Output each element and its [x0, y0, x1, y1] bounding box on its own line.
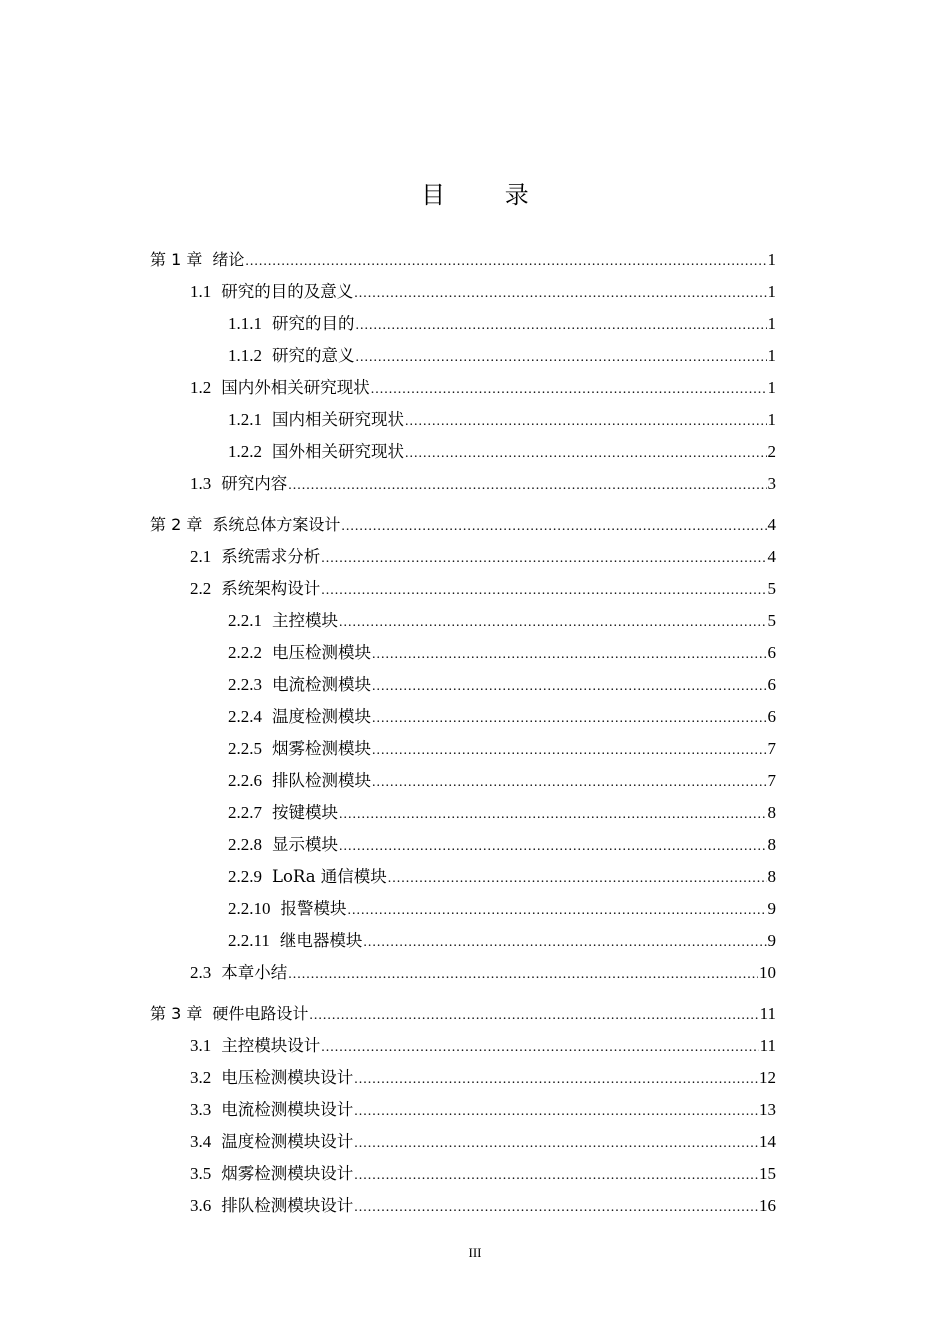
toc-entry-page: 4 — [767, 547, 776, 566]
toc-entry-title: 研究的目的 — [272, 314, 355, 333]
toc-dot-leader — [288, 470, 766, 502]
toc-entry-title: 按键模块 — [272, 803, 338, 822]
toc-entry[interactable] — [150, 509, 776, 541]
toc-entry-title: 排队检测模块 — [272, 771, 371, 790]
toc-entry-title: 系统总体方案设计 — [212, 515, 341, 534]
toc-entry-title: 系统需求分析 — [221, 547, 321, 566]
toc-entry-title: 系统架构设计 — [221, 579, 321, 598]
toc-entry-page: 5 — [767, 579, 776, 598]
toc-entry[interactable] — [150, 998, 776, 1030]
toc-entry[interactable] — [150, 637, 776, 669]
toc-dot-leader — [245, 246, 766, 278]
toc-entry-number: 2.2 — [190, 579, 212, 598]
toc-entry-page: 9 — [767, 899, 776, 918]
toc-dot-leader — [372, 639, 767, 671]
toc-entry-title: 报警模块 — [280, 899, 347, 918]
toc-dot-leader — [372, 703, 767, 735]
toc-entry-title: 显示模块 — [272, 835, 338, 854]
toc-entry-number: 2.2.1 — [228, 611, 262, 630]
toc-dot-leader — [371, 374, 767, 406]
toc-dot-leader — [354, 1128, 758, 1160]
toc-entry-page: 10 — [759, 963, 776, 982]
toc-entry-page: 8 — [767, 803, 776, 822]
toc-entry[interactable] — [150, 276, 776, 308]
toc-entry-title: 研究内容 — [221, 474, 288, 493]
toc-entry-number: 2.2.8 — [228, 835, 262, 854]
toc-entry[interactable] — [150, 829, 776, 861]
toc-dot-leader — [321, 575, 766, 607]
toc-dot-leader — [309, 1000, 758, 1032]
toc-entry-page: 6 — [767, 643, 776, 662]
toc-entry-title: 排队检测模块设计 — [221, 1196, 354, 1215]
toc-entry-number: 1.3 — [190, 474, 212, 493]
toc-dot-leader — [321, 543, 766, 575]
toc-entry-page: 3 — [767, 474, 776, 493]
toc-entry-page: 15 — [759, 1164, 776, 1183]
toc-dot-leader — [388, 863, 767, 895]
toc-entry[interactable] — [150, 1158, 776, 1190]
toc-entry[interactable] — [150, 468, 776, 500]
toc-entry-page: 16 — [759, 1196, 776, 1215]
toc-entry-page: 14 — [759, 1132, 776, 1151]
toc-entry-number: 2.2.7 — [228, 803, 262, 822]
toc-entry-title: 烟雾检测模块 — [272, 739, 371, 758]
toc-entry[interactable] — [150, 340, 776, 372]
toc-dot-leader — [356, 342, 767, 374]
toc-entry-number: 2.2.2 — [228, 643, 262, 662]
toc-entry-title: 绪论 — [212, 250, 245, 269]
toc-entry-page: 12 — [759, 1068, 776, 1087]
toc-entry[interactable] — [150, 861, 776, 893]
toc-entry-number: 1.1 — [190, 282, 212, 301]
page-number-footer: III — [468, 1245, 482, 1260]
toc-entry[interactable] — [150, 797, 776, 829]
toc-dot-leader — [354, 1192, 758, 1224]
toc-dot-leader — [348, 895, 767, 927]
toc-entry[interactable] — [150, 541, 776, 573]
toc-entry[interactable] — [150, 701, 776, 733]
toc-entry-page: 1 — [767, 378, 776, 397]
toc-entry-title: 温度检测模块 — [272, 707, 371, 726]
toc-entry-number: 1.2 — [190, 378, 212, 397]
toc-entry-title: 硬件电路设计 — [212, 1004, 309, 1023]
toc-entry-title: 国内相关研究现状 — [272, 410, 404, 429]
toc-entry-title: 主控模块设计 — [221, 1036, 321, 1055]
toc-entry-title: 研究的目的及意义 — [221, 282, 354, 301]
toc-entry[interactable] — [150, 893, 776, 925]
toc-entry-page: 7 — [767, 771, 776, 790]
toc-entry-number: 1.1.2 — [228, 346, 262, 365]
toc-entry-page: 9 — [767, 931, 776, 950]
toc-dot-leader — [372, 671, 767, 703]
toc-dot-leader — [339, 607, 767, 639]
toc-dot-leader — [356, 310, 767, 342]
toc-entry[interactable] — [150, 244, 776, 276]
toc-entry-page: 13 — [759, 1100, 776, 1119]
toc-entry-number: 2.2.3 — [228, 675, 262, 694]
toc-dot-leader — [405, 406, 767, 438]
toc-entry-page: 8 — [767, 867, 776, 886]
toc-entry-number: 2.2.11 — [228, 931, 270, 950]
toc-dot-leader — [341, 511, 766, 543]
toc-dot-leader — [354, 1096, 758, 1128]
toc-entry-page: 4 — [767, 515, 776, 534]
toc-entry-number: 2.2.10 — [228, 899, 271, 918]
page-title: 目 录 — [421, 181, 555, 209]
toc-entry[interactable] — [150, 669, 776, 701]
toc-entry-title: 研究的意义 — [272, 346, 355, 365]
toc-dot-leader — [321, 1032, 758, 1064]
toc-dot-leader — [339, 799, 767, 831]
toc-entry-page: 1 — [767, 250, 776, 269]
toc-dot-leader — [354, 1064, 758, 1096]
toc-entry-title: 主控模块 — [272, 611, 338, 630]
toc-entry[interactable] — [150, 765, 776, 797]
toc-entry-page: 6 — [767, 707, 776, 726]
toc-entry-number: 3.3 — [190, 1100, 212, 1119]
toc-entry-page: 7 — [767, 739, 776, 758]
toc-entry-title: 国内外相关研究现状 — [221, 378, 370, 397]
toc-entry-page: 8 — [767, 835, 776, 854]
toc-entry[interactable] — [150, 733, 776, 765]
toc-entry-number: 1.1.1 — [228, 314, 262, 333]
toc-entry-number: 3.2 — [190, 1068, 212, 1087]
table-of-contents — [150, 244, 776, 1222]
toc-entry-number: 3.1 — [190, 1036, 212, 1055]
toc-entry[interactable] — [150, 573, 776, 605]
toc-entry-title: 电压检测模块设计 — [221, 1068, 354, 1087]
toc-entry-number: 3.4 — [190, 1132, 212, 1151]
toc-entry-title: 电流检测模块 — [272, 675, 371, 694]
toc-entry-page: 5 — [767, 611, 776, 630]
toc-entry-title: 国外相关研究现状 — [272, 442, 404, 461]
toc-entry-number: 2.2.5 — [228, 739, 262, 758]
toc-entry-title: 本章小结 — [221, 963, 288, 982]
toc-entry-number: 1.2.2 — [228, 442, 262, 461]
toc-entry-number: 2.2.9 — [228, 867, 262, 886]
toc-entry-number: 3.6 — [190, 1196, 212, 1215]
toc-entry-number: 第 1 章 — [150, 250, 203, 269]
toc-entry-number: 第 2 章 — [150, 515, 203, 534]
toc-entry-page: 1 — [767, 410, 776, 429]
toc-entry[interactable] — [150, 436, 776, 468]
toc-entry-title: 电流检测模块设计 — [221, 1100, 354, 1119]
toc-entry-page: 2 — [767, 442, 776, 461]
toc-entry-title: LoRa 通信模块 — [272, 867, 387, 886]
toc-dot-leader — [372, 767, 767, 799]
toc-entry[interactable] — [150, 957, 776, 989]
toc-dot-leader — [354, 278, 766, 310]
toc-dot-leader — [354, 1160, 758, 1192]
toc-entry-page: 1 — [767, 282, 776, 301]
toc-entry-title: 温度检测模块设计 — [221, 1132, 354, 1151]
toc-dot-leader — [288, 959, 758, 991]
toc-entry-number: 3.5 — [190, 1164, 212, 1183]
toc-entry-number: 第 3 章 — [150, 1004, 203, 1023]
toc-entry[interactable] — [150, 925, 776, 957]
toc-entry[interactable] — [150, 1030, 776, 1062]
toc-entry[interactable] — [150, 1190, 776, 1222]
toc-dot-leader — [405, 438, 767, 470]
toc-entry-title: 烟雾检测模块设计 — [221, 1164, 354, 1183]
toc-entry-number: 2.1 — [190, 547, 212, 566]
toc-entry-number: 2.3 — [190, 963, 212, 982]
toc-entry[interactable] — [150, 1062, 776, 1094]
toc-entry[interactable] — [150, 1126, 776, 1158]
toc-entry-title: 继电器模块 — [279, 931, 363, 950]
toc-entry[interactable] — [150, 308, 776, 340]
toc-entry-page: 11 — [759, 1004, 776, 1023]
toc-entry-page: 6 — [767, 675, 776, 694]
toc-entry[interactable] — [150, 404, 776, 436]
toc-dot-leader — [363, 927, 766, 959]
toc-entry-page: 11 — [759, 1036, 776, 1055]
toc-entry-number: 1.2.1 — [228, 410, 262, 429]
toc-entry[interactable] — [150, 1094, 776, 1126]
toc-entry-page: 1 — [767, 346, 776, 365]
toc-entry-title: 电压检测模块 — [272, 643, 371, 662]
toc-entry-page: 1 — [767, 314, 776, 333]
toc-entry[interactable] — [150, 605, 776, 637]
toc-entry-number: 2.2.4 — [228, 707, 262, 726]
toc-dot-leader — [339, 831, 767, 863]
toc-dot-leader — [372, 735, 767, 767]
toc-entry-number: 2.2.6 — [228, 771, 262, 790]
toc-entry[interactable] — [150, 372, 776, 404]
